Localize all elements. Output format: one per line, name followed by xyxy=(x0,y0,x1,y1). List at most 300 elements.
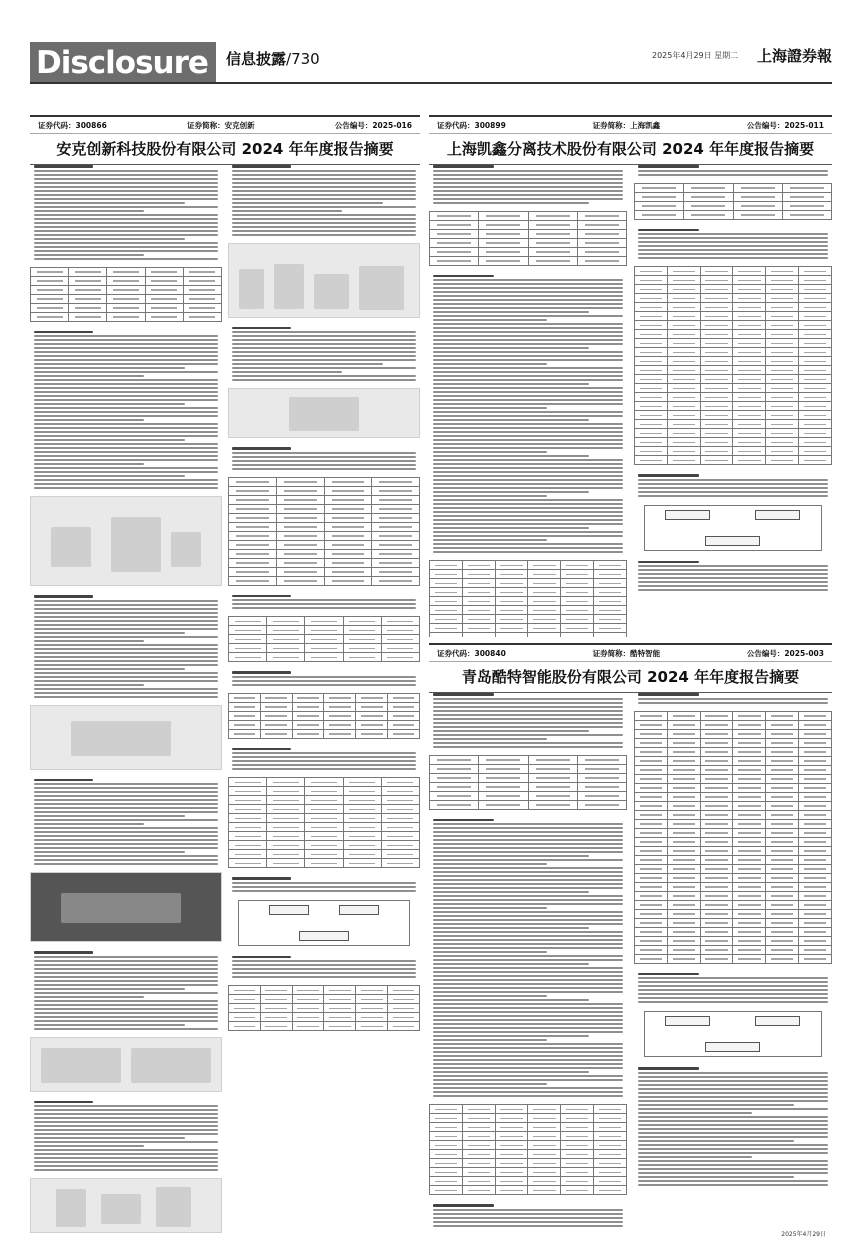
text-line xyxy=(433,895,623,897)
table-cell xyxy=(635,366,668,375)
table-cell xyxy=(766,393,799,402)
table-row xyxy=(430,597,627,606)
table-cell xyxy=(267,787,305,796)
text-line xyxy=(34,1117,218,1119)
stock-code: 证券代码：300899 xyxy=(437,121,506,130)
table-cell xyxy=(700,267,733,276)
table-cell xyxy=(107,303,145,312)
table-row xyxy=(635,729,832,738)
text-line xyxy=(433,971,623,973)
text-line xyxy=(232,343,416,345)
text-line xyxy=(638,1140,794,1142)
text-line xyxy=(638,997,828,999)
text-line xyxy=(638,989,828,991)
text-line xyxy=(433,963,589,965)
text-line xyxy=(433,714,623,716)
text-line xyxy=(34,956,218,958)
text-line xyxy=(638,474,699,477)
table-row xyxy=(635,720,832,729)
table-cell xyxy=(766,366,799,375)
table-cell xyxy=(561,606,594,615)
table-row xyxy=(229,720,420,729)
table-cell xyxy=(700,303,733,312)
table-cell xyxy=(495,579,528,588)
table-cell xyxy=(799,792,832,801)
table-cell xyxy=(305,796,343,805)
body-text-block xyxy=(30,1236,222,1240)
table-cell xyxy=(462,1105,495,1114)
table-row xyxy=(430,1177,627,1186)
text-line xyxy=(433,491,589,493)
text-line xyxy=(638,1100,828,1102)
text-line xyxy=(34,1141,218,1143)
table-row xyxy=(635,936,832,945)
table-cell xyxy=(229,787,267,796)
text-line xyxy=(433,1027,623,1029)
text-line xyxy=(433,347,589,349)
table-cell xyxy=(635,846,668,855)
text-line xyxy=(433,702,623,704)
table-cell xyxy=(462,579,495,588)
text-line xyxy=(34,819,218,821)
table-cell xyxy=(700,927,733,936)
table-cell xyxy=(635,756,668,765)
table-cell xyxy=(782,210,831,219)
text-line xyxy=(34,984,218,986)
text-line xyxy=(433,531,623,533)
table-row xyxy=(31,276,222,285)
table-cell xyxy=(799,321,832,330)
table-cell xyxy=(495,1132,528,1141)
table-cell xyxy=(183,312,221,321)
text-line xyxy=(34,359,218,361)
table-cell xyxy=(356,702,388,711)
table-row xyxy=(635,756,832,765)
text-line xyxy=(433,1213,623,1215)
table-cell xyxy=(635,711,668,720)
text-line xyxy=(433,1059,623,1061)
table-cell xyxy=(229,576,277,585)
text-line xyxy=(433,471,623,473)
table-row xyxy=(229,823,420,832)
masthead xyxy=(30,42,832,84)
table-cell xyxy=(766,384,799,393)
section-name: 信息披露 xyxy=(226,50,287,68)
text-line xyxy=(34,620,218,622)
text-line xyxy=(638,1156,752,1158)
table-row xyxy=(31,267,222,276)
table-cell xyxy=(324,558,372,567)
text-line xyxy=(638,1104,794,1106)
text-line xyxy=(433,951,547,953)
text-line xyxy=(232,182,416,184)
text-line xyxy=(34,1012,218,1014)
text-line xyxy=(433,1039,547,1041)
table-cell xyxy=(700,456,733,465)
table-cell xyxy=(700,447,733,456)
data-table xyxy=(228,985,420,1031)
table-cell xyxy=(700,873,733,882)
table-cell xyxy=(260,693,292,702)
table-row xyxy=(635,357,832,366)
table-cell xyxy=(356,693,388,702)
text-line xyxy=(34,443,218,445)
table-cell xyxy=(635,792,668,801)
body-text-block xyxy=(228,589,420,614)
data-table xyxy=(429,755,627,810)
text-line xyxy=(34,972,218,974)
text-line xyxy=(34,684,144,686)
table-cell xyxy=(388,693,420,702)
text-line xyxy=(34,847,218,849)
table-cell xyxy=(528,588,561,597)
text-line xyxy=(232,335,416,337)
table-cell xyxy=(667,420,700,429)
table-cell xyxy=(229,1004,261,1013)
text-line xyxy=(34,371,218,373)
table-cell xyxy=(635,783,668,792)
notice-text-column xyxy=(634,687,832,1228)
table-cell xyxy=(799,285,832,294)
table-cell xyxy=(229,778,267,787)
text-line xyxy=(34,676,218,678)
table-row xyxy=(229,522,420,531)
table-row xyxy=(229,635,420,644)
text-line xyxy=(638,985,828,987)
text-line xyxy=(34,483,218,485)
table-cell xyxy=(667,321,700,330)
table-cell xyxy=(733,774,766,783)
notice-codebar xyxy=(429,645,832,661)
data-table xyxy=(634,711,832,964)
table-row xyxy=(430,1159,627,1168)
table-cell xyxy=(700,756,733,765)
table-cell xyxy=(528,633,561,638)
data-table xyxy=(228,616,420,662)
text-line xyxy=(638,977,828,979)
table-row xyxy=(635,738,832,747)
table-cell xyxy=(700,384,733,393)
text-line xyxy=(34,1000,218,1002)
text-line xyxy=(433,919,623,921)
text-line xyxy=(433,899,623,901)
text-line xyxy=(638,1124,828,1126)
table-cell xyxy=(635,882,668,891)
table-cell xyxy=(145,312,183,321)
table-cell xyxy=(594,633,627,638)
table-cell xyxy=(343,805,381,814)
text-line xyxy=(34,347,218,349)
table-cell xyxy=(495,1114,528,1123)
table-cell xyxy=(667,411,700,420)
table-cell xyxy=(462,561,495,570)
table-row xyxy=(31,312,222,321)
text-line xyxy=(232,680,416,682)
text-line xyxy=(433,718,623,720)
table-cell xyxy=(479,211,528,220)
table-cell xyxy=(528,773,577,782)
table-cell xyxy=(799,801,832,810)
text-line xyxy=(34,1105,218,1107)
table-cell xyxy=(733,828,766,837)
text-line xyxy=(34,839,218,841)
text-line xyxy=(433,1063,623,1065)
table-cell xyxy=(733,201,782,210)
table-cell xyxy=(388,720,420,729)
data-table xyxy=(228,477,420,586)
text-line xyxy=(34,1016,218,1018)
body-text-block xyxy=(228,441,420,474)
text-line xyxy=(433,706,623,708)
text-line xyxy=(433,355,623,357)
text-line xyxy=(34,399,218,401)
text-line xyxy=(638,165,699,168)
table-cell xyxy=(700,420,733,429)
text-line xyxy=(34,222,218,224)
text-line xyxy=(232,355,416,357)
text-line xyxy=(34,467,218,469)
table-cell xyxy=(766,855,799,864)
table-cell xyxy=(343,787,381,796)
text-line xyxy=(34,339,218,341)
table-cell xyxy=(31,303,69,312)
table-cell xyxy=(667,711,700,720)
table-cell xyxy=(733,276,766,285)
table-cell xyxy=(700,330,733,339)
table-cell xyxy=(700,918,733,927)
table-cell xyxy=(561,561,594,570)
text-line xyxy=(638,229,699,232)
table-cell xyxy=(229,522,277,531)
text-line xyxy=(433,979,623,981)
table-cell xyxy=(561,633,594,638)
text-line xyxy=(232,206,416,208)
table-cell xyxy=(733,756,766,765)
text-line xyxy=(433,178,623,180)
table-cell xyxy=(343,778,381,787)
text-line xyxy=(232,956,291,959)
text-line xyxy=(34,855,218,857)
table-cell xyxy=(766,765,799,774)
table-cell xyxy=(799,954,832,963)
text-line xyxy=(433,1095,623,1097)
table-cell xyxy=(766,756,799,765)
table-row xyxy=(430,633,627,638)
text-line xyxy=(638,1120,828,1122)
table-row xyxy=(635,429,832,438)
table-cell xyxy=(145,294,183,303)
text-line xyxy=(433,1225,623,1227)
table-row xyxy=(229,567,420,576)
table-cell xyxy=(381,617,419,626)
text-line xyxy=(34,459,218,461)
text-line xyxy=(34,214,218,216)
table-cell xyxy=(324,1013,356,1022)
notice-body xyxy=(429,159,832,637)
table-row xyxy=(430,1186,627,1195)
text-line xyxy=(34,383,218,385)
table-cell xyxy=(305,778,343,787)
table-cell xyxy=(372,567,420,576)
issue-date: 2025年4月29日 星期二 xyxy=(652,51,739,60)
table-cell xyxy=(667,285,700,294)
text-line xyxy=(638,569,828,571)
text-line xyxy=(232,768,416,770)
text-line xyxy=(232,351,416,353)
table-cell xyxy=(430,606,463,615)
text-line xyxy=(232,339,416,341)
text-line xyxy=(433,955,623,957)
table-cell xyxy=(324,486,372,495)
table-row xyxy=(229,805,420,814)
table-row xyxy=(229,796,420,805)
table-row xyxy=(635,420,832,429)
text-line xyxy=(433,383,589,385)
table-cell xyxy=(528,615,561,624)
text-line xyxy=(638,1148,828,1150)
table-cell xyxy=(733,348,766,357)
table-cell xyxy=(799,402,832,411)
text-line xyxy=(433,395,623,397)
text-line xyxy=(433,415,623,417)
table-row xyxy=(229,693,420,702)
text-line xyxy=(34,624,218,626)
table-cell xyxy=(799,393,832,402)
table-cell xyxy=(381,796,419,805)
text-line xyxy=(433,1217,623,1219)
text-line xyxy=(433,170,623,172)
text-line xyxy=(638,495,828,497)
table-cell xyxy=(372,477,420,486)
product-image xyxy=(30,705,222,770)
text-line xyxy=(232,214,416,216)
table-cell xyxy=(733,891,766,900)
text-line xyxy=(232,186,416,188)
text-line xyxy=(638,973,699,976)
table-cell xyxy=(561,1141,594,1150)
text-line xyxy=(433,1011,623,1013)
table-cell xyxy=(430,579,463,588)
text-line xyxy=(34,182,218,184)
table-cell xyxy=(462,624,495,633)
table-cell xyxy=(479,229,528,238)
text-line xyxy=(433,371,623,373)
text-line xyxy=(433,551,623,553)
table-cell xyxy=(528,782,577,791)
text-line xyxy=(433,734,623,736)
table-cell xyxy=(305,832,343,841)
table-cell xyxy=(381,850,419,859)
table-cell xyxy=(733,810,766,819)
table-cell xyxy=(31,312,69,321)
text-line xyxy=(232,764,416,766)
text-line xyxy=(34,815,185,817)
table-row xyxy=(430,1150,627,1159)
table-cell xyxy=(430,247,479,256)
text-line xyxy=(232,882,416,884)
text-line xyxy=(638,561,699,564)
table-cell xyxy=(700,402,733,411)
table-cell xyxy=(799,936,832,945)
table-cell xyxy=(700,366,733,375)
text-line xyxy=(34,660,218,662)
table-cell xyxy=(462,615,495,624)
table-cell xyxy=(766,438,799,447)
table-cell xyxy=(430,229,479,238)
product-image xyxy=(30,496,222,586)
stock-code: 证券代码：300840 xyxy=(437,649,506,658)
text-line xyxy=(34,391,218,393)
table-row xyxy=(430,755,627,764)
text-line xyxy=(34,407,218,409)
text-line xyxy=(433,299,623,301)
table-cell xyxy=(635,267,668,276)
text-line xyxy=(232,347,416,349)
table-cell xyxy=(430,764,479,773)
text-line xyxy=(34,1157,218,1159)
table-cell xyxy=(733,882,766,891)
text-line xyxy=(433,323,623,325)
data-table xyxy=(429,211,627,266)
table-cell xyxy=(733,738,766,747)
table-cell xyxy=(594,1141,627,1150)
text-line xyxy=(433,983,623,985)
text-line xyxy=(34,387,218,389)
table-cell xyxy=(528,561,561,570)
table-cell xyxy=(324,729,356,738)
text-line xyxy=(433,1035,589,1037)
text-line xyxy=(34,1109,218,1111)
table-row xyxy=(229,513,420,522)
masthead-rule xyxy=(30,82,832,84)
table-row xyxy=(229,495,420,504)
table-cell xyxy=(733,918,766,927)
table-cell xyxy=(733,936,766,945)
table-cell xyxy=(430,624,463,633)
table-cell xyxy=(766,447,799,456)
text-line xyxy=(34,688,218,690)
text-line xyxy=(34,375,144,377)
text-line xyxy=(638,1088,828,1090)
text-line xyxy=(34,1145,144,1147)
table-row xyxy=(430,238,627,247)
table-cell xyxy=(528,1150,561,1159)
table-cell xyxy=(766,720,799,729)
table-row xyxy=(430,588,627,597)
text-line xyxy=(34,250,218,252)
table-cell xyxy=(462,606,495,615)
table-cell xyxy=(267,814,305,823)
table-cell xyxy=(69,276,107,285)
text-line xyxy=(34,395,218,397)
table-cell xyxy=(324,495,372,504)
text-line xyxy=(638,589,828,591)
table-cell xyxy=(561,1186,594,1195)
table-cell xyxy=(733,429,766,438)
table-cell xyxy=(799,891,832,900)
table-cell xyxy=(229,823,267,832)
table-cell xyxy=(430,1177,463,1186)
table-cell xyxy=(495,1177,528,1186)
text-line xyxy=(638,1112,752,1114)
table-cell xyxy=(343,850,381,859)
table-cell xyxy=(799,738,832,747)
text-line xyxy=(34,992,218,994)
table-cell xyxy=(766,375,799,384)
table-cell xyxy=(594,1150,627,1159)
table-cell xyxy=(495,597,528,606)
text-line xyxy=(433,698,623,700)
